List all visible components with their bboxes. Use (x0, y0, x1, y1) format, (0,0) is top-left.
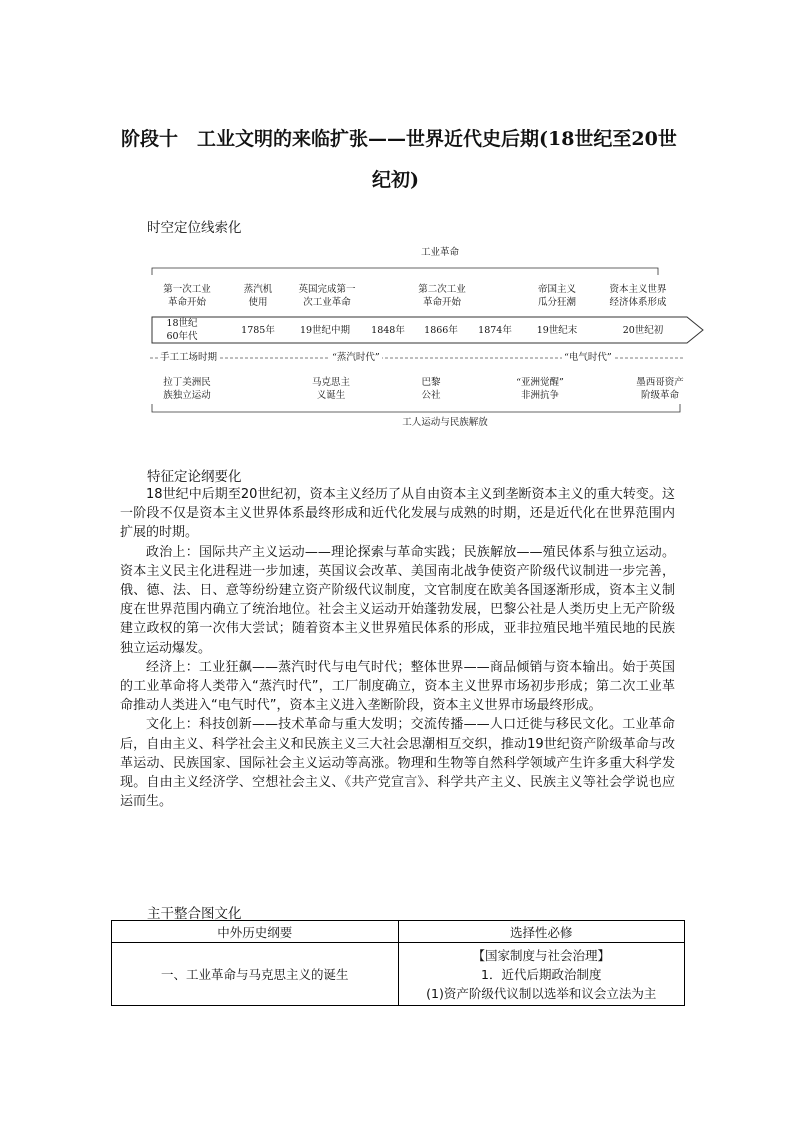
event-imperialism-partition: 帝国主义 瓜分狂潮 (537, 284, 576, 308)
top-bracket-line (152, 268, 658, 275)
bracket-label-industrial-revolution: 工业革命 (420, 247, 459, 258)
section-heading-features: 特征定论纲要化 (147, 469, 242, 485)
table-header-elective: 选择性必修 (398, 921, 685, 943)
table-header-outline: 中外历史纲要 (112, 921, 399, 943)
event-latin-america-independence: 拉丁美洲民 族独立运动 (163, 377, 211, 401)
table-cell-elective-content (398, 943, 685, 1006)
event-first-industrial-revolution: 第一次工业 革命开始 (163, 284, 211, 308)
tick-1785: 1785年 (241, 325, 275, 336)
tick-1866: 1866年 (424, 325, 458, 336)
table-cell-line-3: (1)资产阶级代议制以选举和议会立法为主 (426, 985, 657, 1001)
event-britain-complete-first-ir: 英国完成第一 次工业革命 (298, 284, 356, 308)
tick-19c-end: 19世纪末 (536, 325, 578, 336)
features-intro: 18世纪中后期至20世纪初，资本主义经历了从自由资本主义到垄断资本主义的重大转变。这一阶段不仅是资本主义世界体系最终形成和近代化发展与成熟的时期，还是近代化在世界范围内扩展的时期。 (120, 487, 675, 541)
curriculum-table (111, 920, 685, 1006)
era-workshop: 手工工场时期 (160, 352, 218, 363)
table-cell-topic: 一、工业革命与马克思主义的诞生 (112, 943, 399, 1006)
features-body (120, 485, 675, 811)
table-cell-line-1: 【国家制度与社会治理】 (472, 947, 610, 963)
section-heading-timeline: 时空定位线索化 (147, 220, 242, 236)
era-steam: “蒸汽时代” (332, 352, 380, 363)
table-cell-line-2: 1．近代后期政治制度 (481, 966, 602, 982)
event-paris-commune: 巴黎 公社 (421, 377, 441, 401)
tick-20c-begin: 20世纪初 (622, 325, 664, 336)
event-asia-awakening: “亚洲觉醒” 非洲抗争 (516, 377, 564, 401)
features-politics: 政治上：国际共产主义运动——理论探索与革命实践；民族解放——殖民体系与独立运动。资本主义民主化进程进一步加速，英国议会改革、美国南北战争使资产阶级代议制进一步完善，俄、德、法、日、意等纷纷建立资产阶级代议制度，文官制度在欧美各国逐渐形成，资本主义制度在世界范围内确立了统治地位。社会主义运动开始蓬勃发展，巴黎公社是人类历史上无产阶级建立政权的第一次伟大尝试；随着资本主义世界殖民体系的形成，亚非拉殖民地半殖民地的民族独立运动爆发。 (120, 544, 675, 656)
table-row (112, 943, 685, 1006)
features-culture: 文化上：科技创新——技术革命与重大发明；交流传播——人口迁徙与移民文化。工业革命后，自由主义、科学社会主义和民族主义三大社会思潮相互交织，推动19世纪资产阶级革命与改革运动、民族国家、国际社会主义运动等高涨。物理和生物等自然科学领域产生许多重大科学发现。自由主义经济学、空想社会主义、《共产党宣言》、科学共产主义、民族主义等社会学说也应运而生。 (120, 717, 675, 810)
event-marxism-birth: 马克思主 义诞生 (311, 377, 350, 401)
page-title-line1: 阶段十 工业文明的来临扩张——世界近代史后期(18世纪至20世 (121, 128, 677, 150)
bottom-bracket-line (152, 404, 680, 412)
page-title-line2: 纪初) (372, 169, 419, 191)
timeline-diagram (0, 0, 794, 440)
tick-1874: 1874年 (478, 325, 512, 336)
tick-19c-mid: 19世纪中期 (299, 325, 351, 336)
timeline-lines (0, 0, 794, 440)
event-second-industrial-revolution: 第二次工业 革命开始 (418, 284, 466, 308)
era-electric: “电气时代” (564, 352, 612, 363)
event-steam-engine: 蒸汽机 使用 (243, 284, 273, 308)
table-header-row (112, 921, 685, 943)
tick-18c-60s: 18世纪 60年代 (166, 318, 198, 342)
section-heading-integration: 主干整合图文化 (147, 906, 242, 922)
features-economy: 经济上：工业狂飙——蒸汽时代与电气时代；整体世界——商品倾销与资本输出。始于英国的工业革命将人类带入“蒸汽时代”，工厂制度确立，资本主义世界市场初步形成；第二次工业革命推动人类进入“电气时代”，资本主义进入垄断阶段，资本主义世界市场最终形成。 (120, 659, 675, 714)
event-mexico-revolution: 墨西哥资产 阶级革命 (636, 377, 684, 401)
bracket-label-workers-liberation: 工人运动与民族解放 (402, 417, 488, 428)
tick-1848: 1848年 (371, 325, 405, 336)
event-world-economic-system: 资本主义世界 经济体系形成 (609, 284, 667, 308)
